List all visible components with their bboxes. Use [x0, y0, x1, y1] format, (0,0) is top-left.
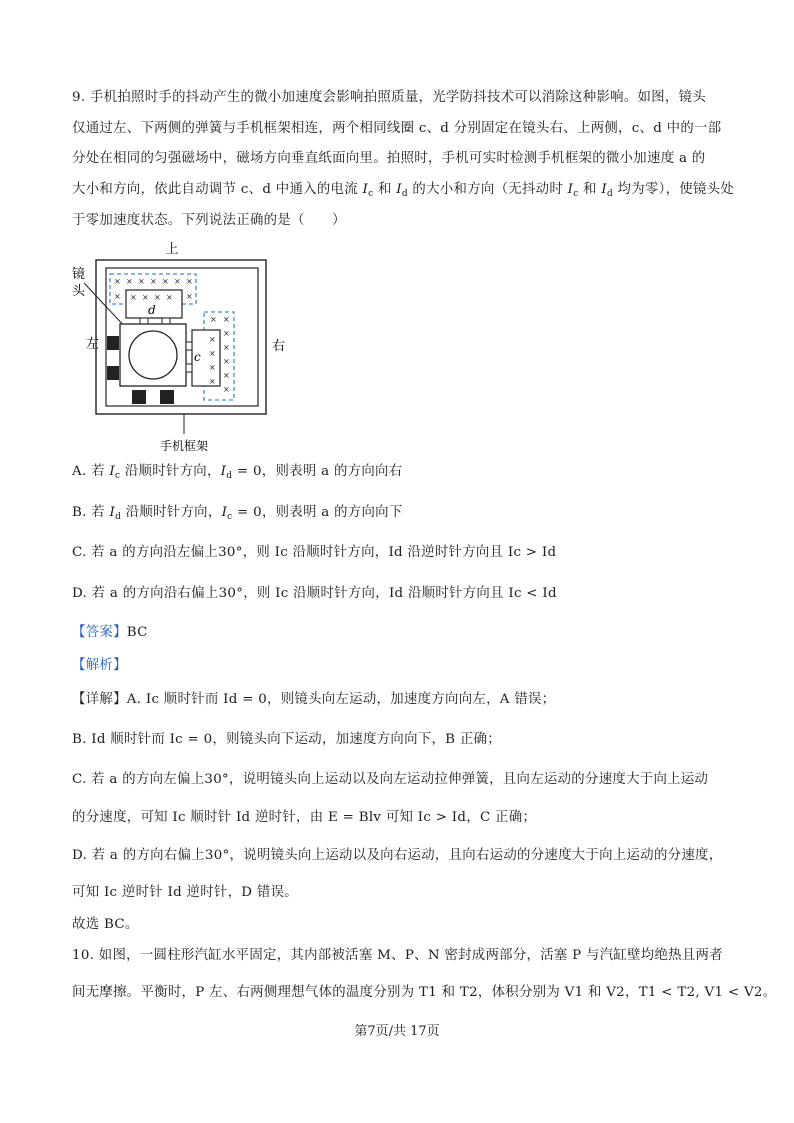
spring-left-2 — [107, 366, 119, 380]
label-lens-2: 头 — [72, 284, 86, 299]
detail-d-1: D. 若 a 的方向右偏上30°，说明镜头向上运动以及向右运动，且向右运动的分速度大于向上运动的分速度， — [72, 848, 723, 863]
svg-text:×: × — [223, 357, 230, 366]
svg-text:×: × — [210, 315, 217, 324]
svg-text:×: × — [162, 277, 169, 286]
spring-left-1 — [107, 336, 119, 350]
svg-text:×: × — [166, 293, 173, 302]
svg-text:×: × — [174, 277, 181, 286]
svg-text:×: × — [223, 315, 230, 324]
svg-text:×: × — [209, 363, 216, 372]
detail-b: B. Id 顺时针而 Ic = 0，则镜头向下运动，加速度方向向下，B 正确； — [72, 732, 501, 747]
svg-text:×: × — [126, 277, 133, 286]
spring-bottom-2 — [160, 390, 174, 404]
svg-text:×: × — [186, 277, 193, 286]
label-d: d — [148, 303, 156, 317]
svg-text:×: × — [223, 371, 230, 380]
option-a: A. 若 $I_c$ 沿顺时针方向，$I_d = 0$，则表明 a 的方向向右 — [72, 464, 403, 481]
lens-diagram — [72, 238, 320, 460]
svg-text:×: × — [138, 277, 145, 286]
svg-text:×: × — [154, 293, 161, 302]
q10-line-2: 间无摩擦。平衡时，P 左、右两侧理想气体的温度分别为 T1 和 T2，体积分别为 V1 和 V2，T1 < T2, V1 < V2。 — [72, 985, 777, 1000]
spring-bottom-1 — [132, 390, 146, 404]
figure-caption: 手机框架 — [159, 439, 209, 453]
label-top: 上 — [165, 242, 179, 257]
label-left: 左 — [86, 337, 100, 352]
svg-text:×: × — [150, 277, 157, 286]
lens-body — [120, 324, 186, 386]
detail-a: 【详解】A. Ic 顺时针而 Id = 0，则镜头向左运动，加速度方向向左，A 错误； — [72, 692, 556, 707]
svg-text:×: × — [114, 292, 121, 301]
svg-text:×: × — [223, 385, 230, 394]
label-right: 右 — [272, 339, 286, 354]
analysis-label: 【解析】 — [72, 658, 127, 673]
page-footer: 第7页/共 17页 — [354, 1024, 440, 1039]
svg-text:×: × — [209, 377, 216, 386]
detail-d-2: 可知 Ic 逆时针 Id 逆时针，D 错误。 — [72, 885, 298, 900]
label-lens-1: 镜 — [72, 267, 86, 282]
q9-line-5: 于零加速度状态。下列说法正确的是（ ） — [72, 213, 346, 228]
detail-c-1: C. 若 a 的方向左偏上30°，说明镜头向上运动以及向左运动拉伸弹簧，且向左运动的分速度大于向上运动 — [72, 772, 709, 787]
svg-text:×: × — [209, 349, 216, 358]
svg-text:×: × — [186, 292, 193, 301]
q10-line-1: 10. 如图，一圆柱形汽缸水平固定，其内部被活塞 M、P、N 密封成两部分，活塞 P 与汽缸壁均绝热且两者 — [72, 948, 723, 963]
svg-text:×: × — [223, 343, 230, 352]
q9-line-1: 9. 手机拍照时手的抖动产生的微小加速度会影响拍照质量，光学防抖技术可以消除这种影响。如图，镜头 — [72, 90, 707, 105]
svg-text:×: × — [223, 329, 230, 338]
detail-c-2: 的分速度，可知 Ic 顺时针 Id 逆时针，由 E = Blv 可知 Ic > Id，C 正确； — [72, 810, 537, 825]
option-c: C. 若 a 的方向沿左偏上30°，则 Ic 沿顺时针方向，Id 沿逆时针方向且 Ic > Id — [72, 545, 557, 560]
svg-text:×: × — [209, 335, 216, 344]
q9-line-2: 仅通过左、下两侧的弹簧与手机框架相连，两个相同线圈 c、d 分别固定在镜头右、上两侧，c、d 中的一部 — [72, 121, 722, 136]
label-c: c — [194, 350, 201, 364]
q9-line-4: 大小和方向，依此自动调节 c、d 中通入的电流 $I_c$ 和 $I_d$ 的大小和方向（无抖动时 $I_c$ 和 $I_d$ 均为零），使镜头处 — [72, 182, 735, 199]
option-d: D. 若 a 的方向沿右偏上30°，则 Ic 沿顺时针方向，Id 沿顺时针方向且 Ic < Id — [72, 586, 557, 601]
answer-line: 【答案】BC — [72, 625, 148, 640]
q9-line-3: 分处在相同的匀强磁场中，磁场方向垂直纸面向里。拍照时，手机可实时检测手机框架的微小加速度 a 的 — [72, 151, 706, 166]
svg-text:×: × — [142, 293, 149, 302]
option-b: B. 若 $I_d$ 沿顺时针方向，$I_c = 0$，则表明 a 的方向向下 — [72, 505, 403, 522]
svg-text:×: × — [114, 277, 121, 286]
svg-text:×: × — [130, 293, 137, 302]
conclusion: 故选 BC。 — [72, 917, 139, 932]
